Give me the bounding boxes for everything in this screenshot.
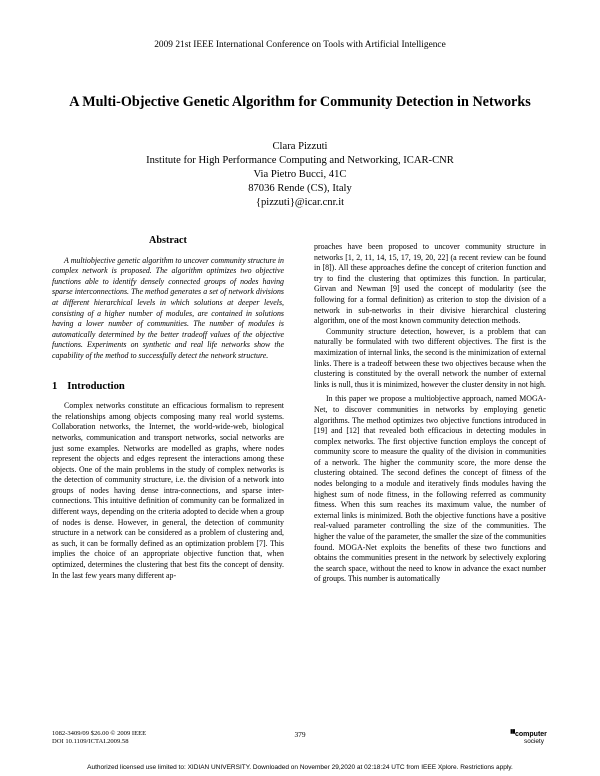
author-email: {pizzuti}@icar.cnr.it: [255, 197, 345, 208]
computer-society-logo: [502, 728, 550, 748]
footer-doi: DOI 10.1109/ICTAI.2009.58: [52, 738, 129, 746]
right-column: [314, 242, 546, 585]
license-notice: Authorized licensed use limited to: XIDIAN UNIVERSITY. Downloaded on November 29,2020 at 02:18:24 UTC from IEEE Xplore. Restrictions apply.: [87, 764, 513, 771]
footer-isbn: 1082-3409/09 $26.00 © 2009 IEEE: [52, 730, 147, 737]
author-block: [0, 140, 600, 210]
abstract-heading: Abstract: [149, 235, 187, 246]
right-paragraph-2: Community structure detection, however, is a problem that can naturally be formulated with two different objectives. The first is the maximization of internal links, the second is the minimization of external links. There is a tradeoff between these two objectives because when the clustering is constituted by the overall network the number of external links is null, thus it is minimized, however the cluster density in not high.: [314, 326, 546, 389]
left-column: [52, 236, 284, 581]
author-street: Via Pietro Bucci, 41C: [253, 169, 347, 180]
section-number: 1: [52, 380, 58, 392]
right-paragraph-3: In this paper we propose a multiobjective approach, named MOGA-Net, to discover communities in networks by employing genetic algorithms. The method optimizes two objective functions introduced in [19] and [12] that revealed both efficacious in detecting modules in complex networks. The first objective function employs the concept of community score to measure the quality of the division in communities of a network. The higher the community score, the more dense the clustering obtained. The second defines the concept of fitness of the nodes belonging to a module and iteratively finds modules having the highest sum of node fitness, in the following referred as community fitness. When this sum reaches its maximum value, the number of external links is minimized. Both the objective functions have a positive real-valued parameter controlling the size of the communities. The higher the value of the parameter, the smaller the size of the communities found. MOGA-Net exploits the benefits of these two functions and obtains the communities present in the network by selectively exploring the search space, without the need to know in advance the exact number of groups. This number is automatically: [314, 394, 546, 584]
logo-line-1: computer: [515, 731, 547, 738]
conference-header: 2009 21st IEEE International Conference on Tools with Artificial Intelligence: [154, 40, 446, 50]
abstract-text: A multiobjective genetic algorithm to uncover community structure in complex network is proposed. The algorithm optimizes two objective functions able to identify densely connected groups of nodes having sparse interconnections. The method generates a set of network divisions at different hierarchical levels in which solutions at deeper levels, consisting of a higher number of modules, are contained in solutions having a lower number of communities. The number of modules is automatically determined by the better tradeoff values of the objective functions. Experiments on synthetic and real life networks show the capability of the method to successfully detect the network structure.: [52, 255, 284, 360]
section-title: Introduction: [67, 380, 125, 392]
author-affiliation: Institute for High Performance Computing and Networking, ICAR-CNR: [146, 155, 454, 166]
intro-paragraph-1: Complex networks constitute an efficacious formalism to represent the relationships among objects composing many real world systems. Collaboration networks, the Internet, the world-wide-web, biological networks, communication and transport networks, social networks are just some examples. Networks are modelled as graphs, where nodes represent the objects and edges represent the interactions among these objects. One of the main problems in the study of complex networks is the detection of community structure, i.e. the division of a network into groups of nodes having dense intra-connections, and sparse inter-connections. This intuitive definition of community can be formalized in different ways, depending on the criteria adopted to decide when a group of nodes is dense. However, in general, the detection of community structure in a network can be considered as a problem of clustering and, as such, it can be formally defined as an optimization problem [7]. This implies the choice of an appropriate objective function that, when optimized, determines the clustering that best fits the concept of density. In the last few years many different ap-: [52, 401, 284, 580]
author-name: Clara Pizzuti: [272, 141, 328, 152]
right-paragraph-continued: proaches have been proposed to uncover community structure in networks [1, 2, 11, 14, 15, 17, 19, 20, 22] (a recent review can be found in [8]). All these approaches define the concept of criterion function and try to find the clustering that optimizes this function. In particular, Girvan and Newman [9] used the concept of modularity (see the following for a formal definition) as criterion to stop the division of a network in sub-networks in their divisive hierarchical clustering algorithm, one of the most known community detection methods.: [314, 242, 546, 326]
page-number: 379: [294, 730, 306, 739]
section-heading-introduction: [52, 382, 284, 393]
logo-mark-icon: ▮▮: [510, 729, 515, 735]
paper-title: A Multi-Objective Genetic Algorithm for Community Detection in Networks: [69, 94, 531, 110]
logo-line-2: society: [524, 738, 544, 745]
author-city: 87036 Rende (CS), Italy: [248, 183, 352, 194]
